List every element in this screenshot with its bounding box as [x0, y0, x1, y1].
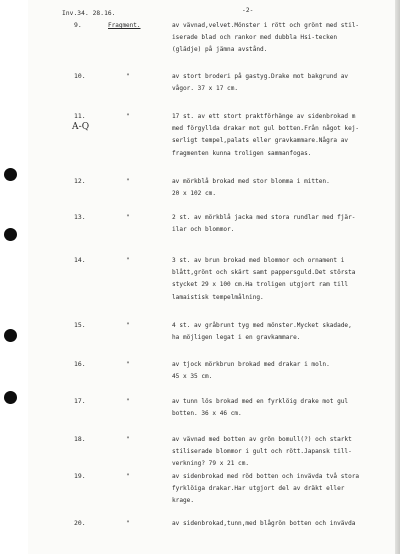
entry-description-line: fyrklöiga drakar.Har utgjort del av dräkt eller [172, 485, 345, 493]
entry-number: 9. [74, 21, 82, 29]
entry-description-line: blått,grönt och skärt samt pappersguld.Det största [172, 269, 356, 277]
ditto-mark: " [126, 361, 130, 368]
entry-description-line: serligt tempel,palats eller gravkammare.Några av [172, 137, 349, 145]
entry-number: 16. [74, 360, 86, 368]
entry-number: 18. [74, 435, 86, 443]
ditto-mark: " [126, 520, 130, 527]
entry-description-line: av tjock mörkbrun brokad med drakar i moln. [172, 361, 330, 368]
entry-description-line: av vävnad med botten av grön bomull(?) och starkt [172, 436, 352, 443]
ditto-mark: " [126, 73, 130, 80]
entry-description-line: 17 st. av ett stort praktförhänge av sidenbrokad m [172, 113, 356, 120]
entry-description-line: verkning? 79 x 21 cm. [172, 460, 250, 468]
ditto-mark: " [126, 178, 130, 185]
ditto-mark: " [126, 257, 130, 264]
entry-description-line: 4 st. av gråbrunt tyg med mönster.Mycket skadade, [172, 322, 352, 329]
entry-description-line: krage. [172, 497, 195, 505]
entry-description-line: av vävnad,velvet.Mönster i rött och grönt med stil- [172, 22, 360, 29]
entry-description-line: av stort broderi på gastyg.Drake mot bakgrund av [172, 73, 349, 80]
entry-number: 13. [74, 213, 86, 221]
entry-description-line: 20 x 102 cm. [172, 190, 217, 198]
punch-hole [4, 329, 17, 342]
entry-description-line: fragmenten kunna troligen sammanfogas. [172, 149, 312, 157]
entry-description-line: botten. 36 x 46 cm. [172, 410, 242, 418]
entry-description-line: 2 st. av mörkblå jacka med stora rundlar med fjär- [172, 214, 356, 221]
entry-number: 12. [74, 177, 86, 185]
entry-number: 17. [74, 397, 86, 405]
punch-hole [4, 168, 17, 181]
ditto-mark: " [126, 113, 130, 120]
ditto-mark: " [126, 214, 130, 221]
entry-description-line: 3 st. av brun brokad med blommor och ornament i [172, 257, 345, 264]
entry-description-line: av tunn lös brokad med en fyrklöig drake mot gul [172, 398, 349, 405]
entry-description-line: ilar och blommor. [172, 226, 235, 234]
entry-number: 20. [74, 519, 86, 527]
entry-description-line: stiliserade blommor i gult och rött.Japansk till- [172, 448, 352, 456]
entry-description-line: 45 x 35 cm. [172, 373, 213, 381]
page-number: -2- [242, 7, 254, 14]
entry-description-line: vågor. 37 x 17 cm. [172, 85, 239, 93]
punch-hole [4, 228, 17, 241]
entry-description-line: (glädje) på jämna avstånd. [172, 46, 268, 54]
ditto-mark: " [126, 436, 130, 443]
entry-number: 11. [74, 112, 86, 120]
punch-hole [4, 391, 17, 404]
ditto-mark: " [126, 398, 130, 405]
entry-description-line: ha möjligen legat i en gravkammare. [172, 334, 301, 342]
inventory-number: Inv.34. 28.16. [62, 10, 116, 17]
entry-description-line: med förgyllda drakar mot gul botten.Från något kej- [172, 125, 360, 133]
handwritten-annotation: A-Q [72, 122, 90, 132]
entry-description-line: av sidenbrokad med röd botten och invävda två stora [172, 473, 360, 480]
entry-number: 19. [74, 472, 86, 480]
entry-description-line: av mörkblå brokad med stor blomma i mitten. [172, 178, 330, 185]
entry-label: Fragment. [108, 22, 141, 29]
ditto-mark: " [126, 473, 130, 480]
entry-number: 10. [74, 72, 86, 80]
page-edge-shadow [395, 0, 400, 554]
entry-number: 15. [74, 321, 86, 329]
entry-number: 14. [74, 256, 86, 264]
ditto-mark: " [126, 322, 130, 329]
entry-description-line: stycket 29 x 100 cm.Ha troligen utgjort ram till [172, 281, 349, 289]
entry-description-line: iserade blad och rankor med dubbla Hsi-tecken [172, 34, 338, 42]
entry-description-line: av sidenbrokad,tunn,med blågrön botten och invävda [172, 520, 356, 527]
entry-description-line: lamaistisk tempelmålning. [172, 293, 264, 301]
